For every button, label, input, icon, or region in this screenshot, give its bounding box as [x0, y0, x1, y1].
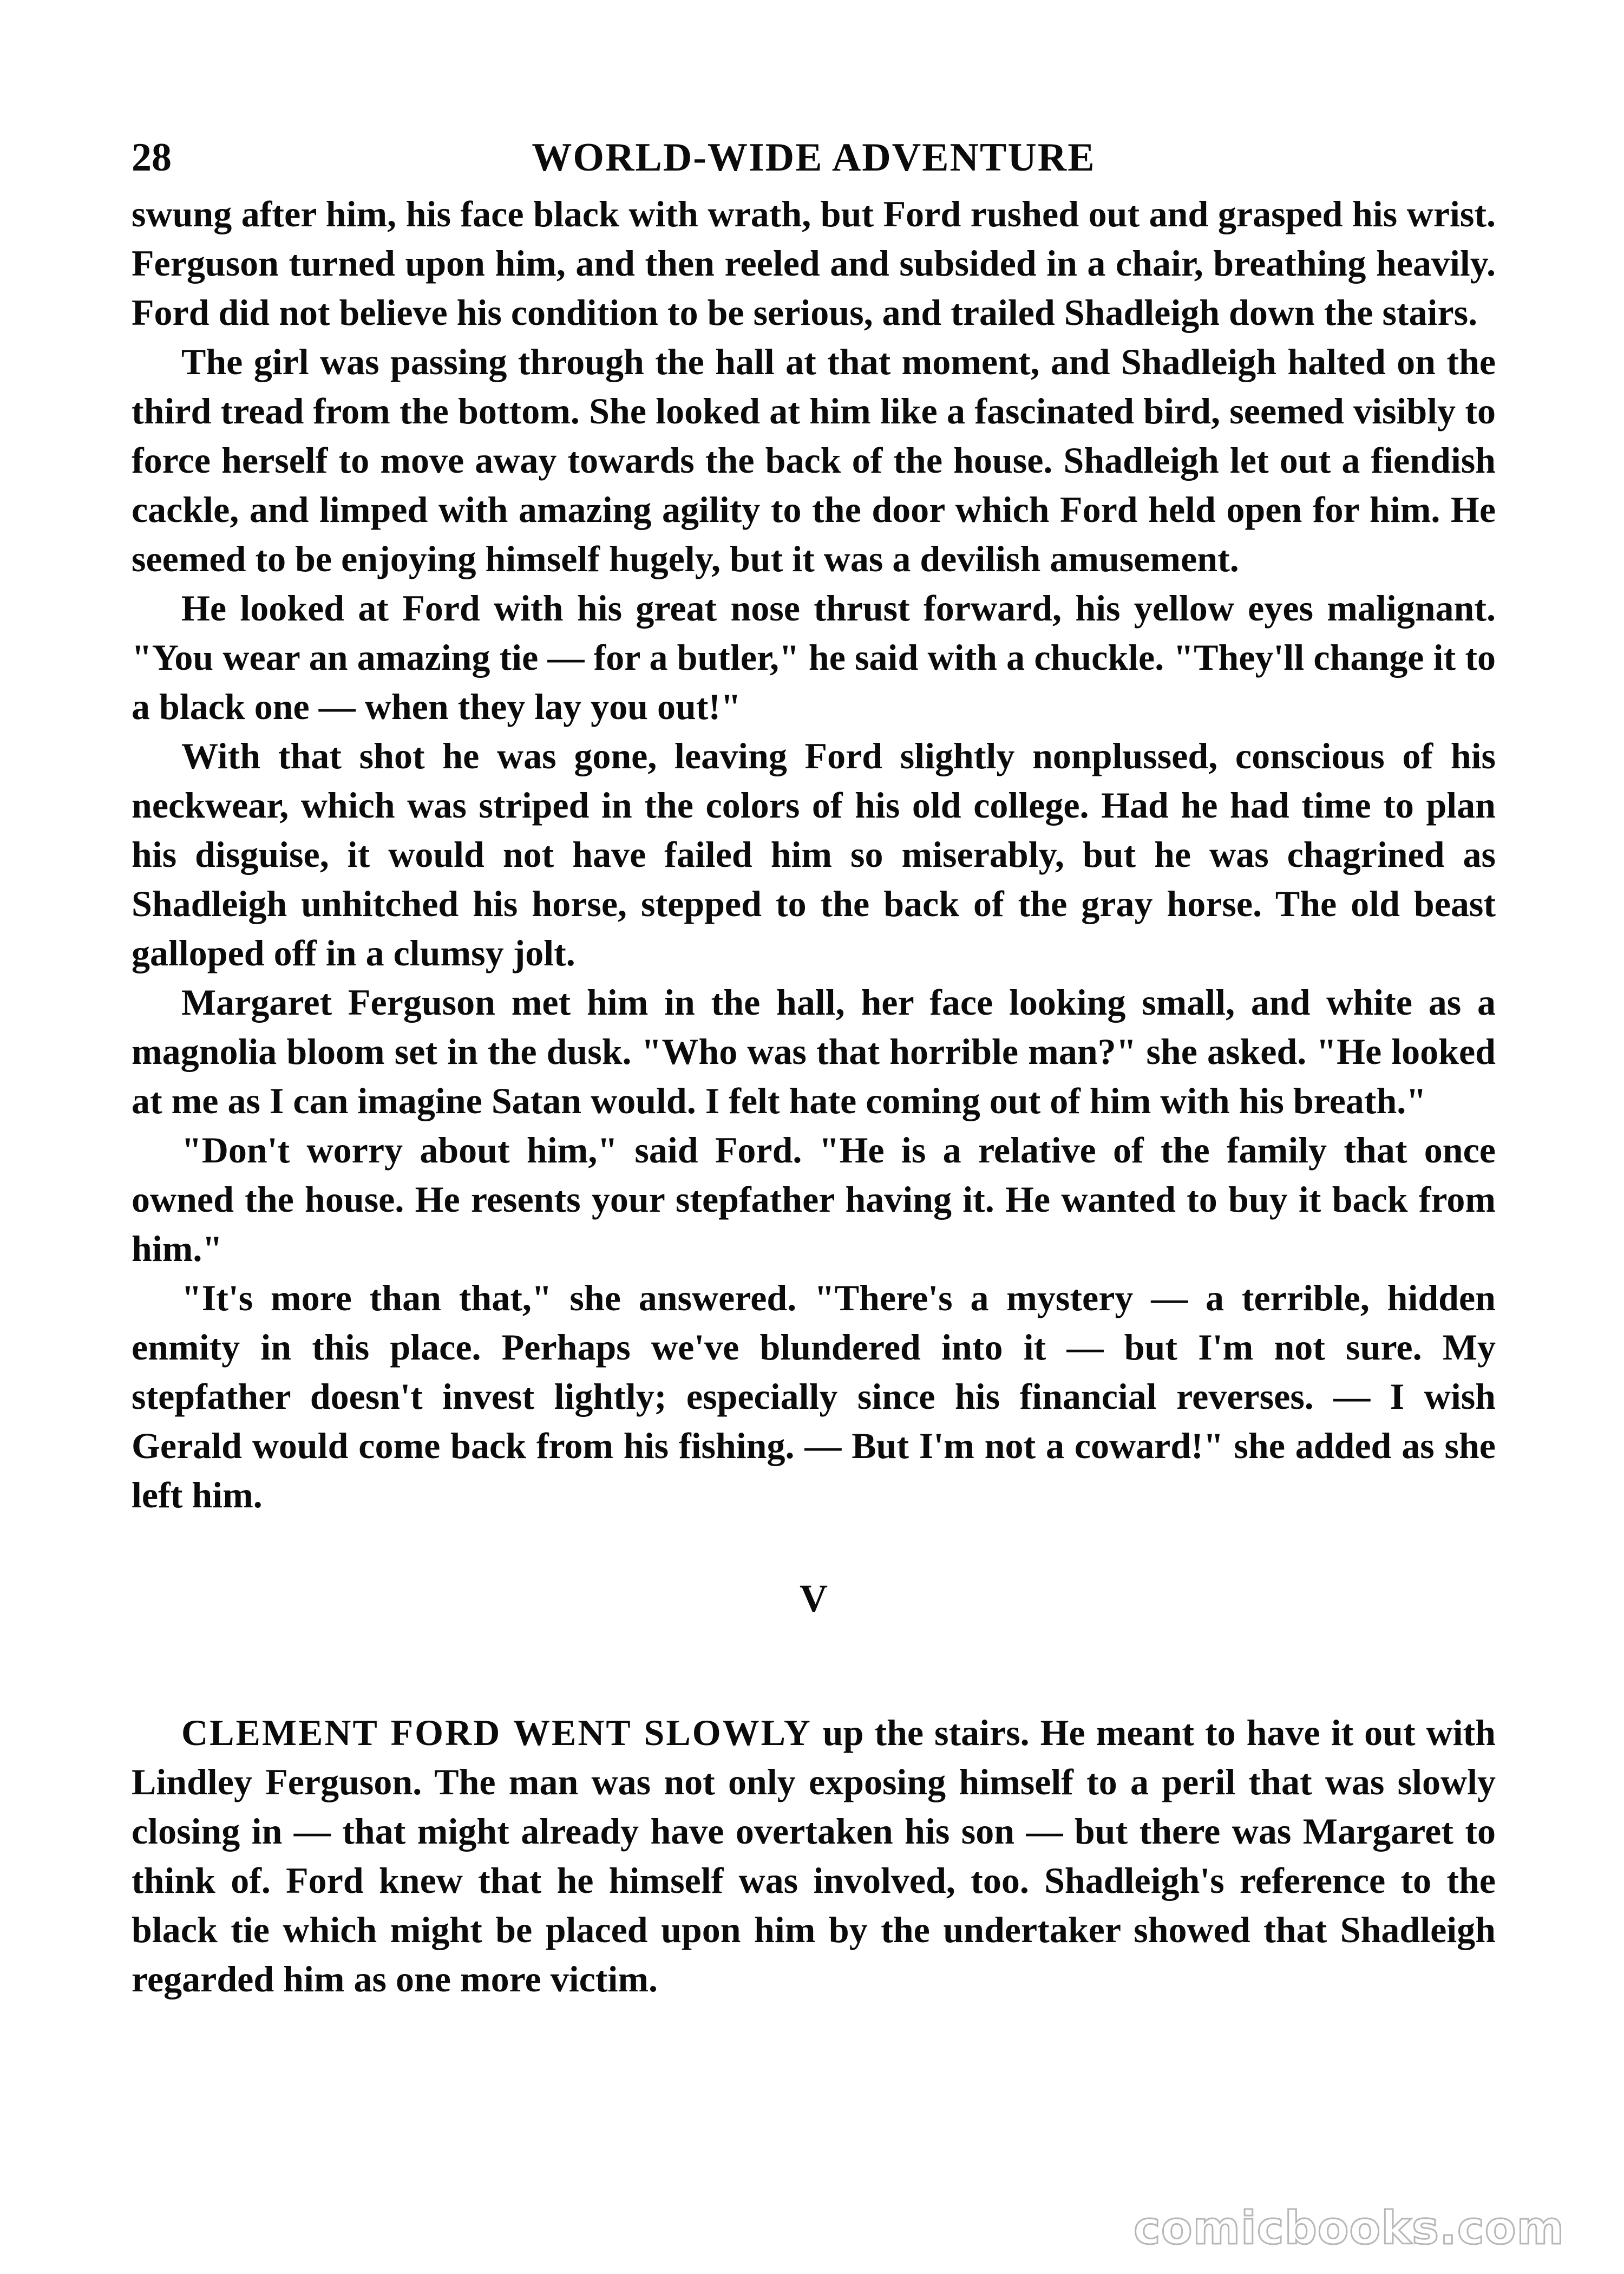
section-number: V	[800, 1577, 828, 1620]
paragraph: "It's more than that," she answered. "There's a mystery — a terrible, hidden enmity in this place. Perhaps we've blundered into it — but I'm not sure. My stepfather doesn't invest lightly; especially since his financial reverses. — I wish Gerald would come back from his fishing. — But I'm not a coward!" she added as she left him.	[132, 1277, 1496, 1515]
page-header	[132, 128, 1496, 187]
paragraph: He looked at Ford with his great nose thrust forward, his yellow eyes malignant. "You wear an amazing tie — for a butler," he said with a chuckle. "They'll change it to a black one — when they lay you out!"	[132, 587, 1496, 727]
paragraph: swung after him, his face black with wrath, but Ford rushed out and grasped his wrist. Ferguson turned upon him, and then reeled and subsided in a chair, breathing heavily. Ford did not believe his condition to be serious, and trailed Shadleigh down the stairs.	[132, 193, 1496, 333]
paragraph: Margaret Ferguson met him in the hall, her face looking small, and white as a magnolia bloom set in the dusk. "Who was that horrible man?" she asked. "He looked at me as I can imagine Satan would. I felt hate coming out of him with his breath."	[132, 982, 1496, 1121]
section-opening-paragraph	[132, 1708, 1496, 2004]
running-head: WORLD-WIDE ADVENTURE	[532, 135, 1096, 180]
page-number: 28	[132, 135, 172, 180]
section-opening-text: up the stairs. He meant to have it out with Lindley Ferguson. The man was not only exposing himself to a peril that was slowly closing in — that might already have overtaken his son — but there was Margaret to think of. Ford knew that he himself was involved, too. Shadleigh's reference to the black tie which might be placed upon him by the undertaker showed that Shadleigh regarded him as one more victim.	[132, 1712, 1496, 1999]
body-text	[132, 190, 1496, 1520]
section-opening-caps: CLEMENT FORD WENT SLOWLY	[181, 1712, 812, 1753]
watermark: comicbooks.com	[1134, 2201, 1564, 2255]
book-page	[132, 128, 1496, 2004]
paragraph: "Don't worry about him," said Ford. "He is a relative of the family that once owned the house. He resents your stepfather having it. He wanted to buy it back from him."	[132, 1129, 1496, 1269]
paragraph: With that shot he was gone, leaving Ford slightly nonplussed, conscious of his neckwear, which was striped in the colors of his old college. Had he had time to plan his disguise, it would not have failed him so miserably, but he was chagrined as Shadleigh unhitched his horse, stepped to the back of the gray horse. The old beast galloped off in a clumsy jolt.	[132, 735, 1496, 973]
paragraph: The girl was passing through the hall at that moment, and Shadleigh halted on the third tread from the bottom. She looked at him like a fascinated bird, seemed visibly to force herself to move away towards the back of the house. Shadleigh let out a fiendish cackle, and limped with amazing agility to the door which Ford held open for him. He seemed to be enjoying himself hugely, but it was a devilish amusement.	[132, 341, 1496, 579]
